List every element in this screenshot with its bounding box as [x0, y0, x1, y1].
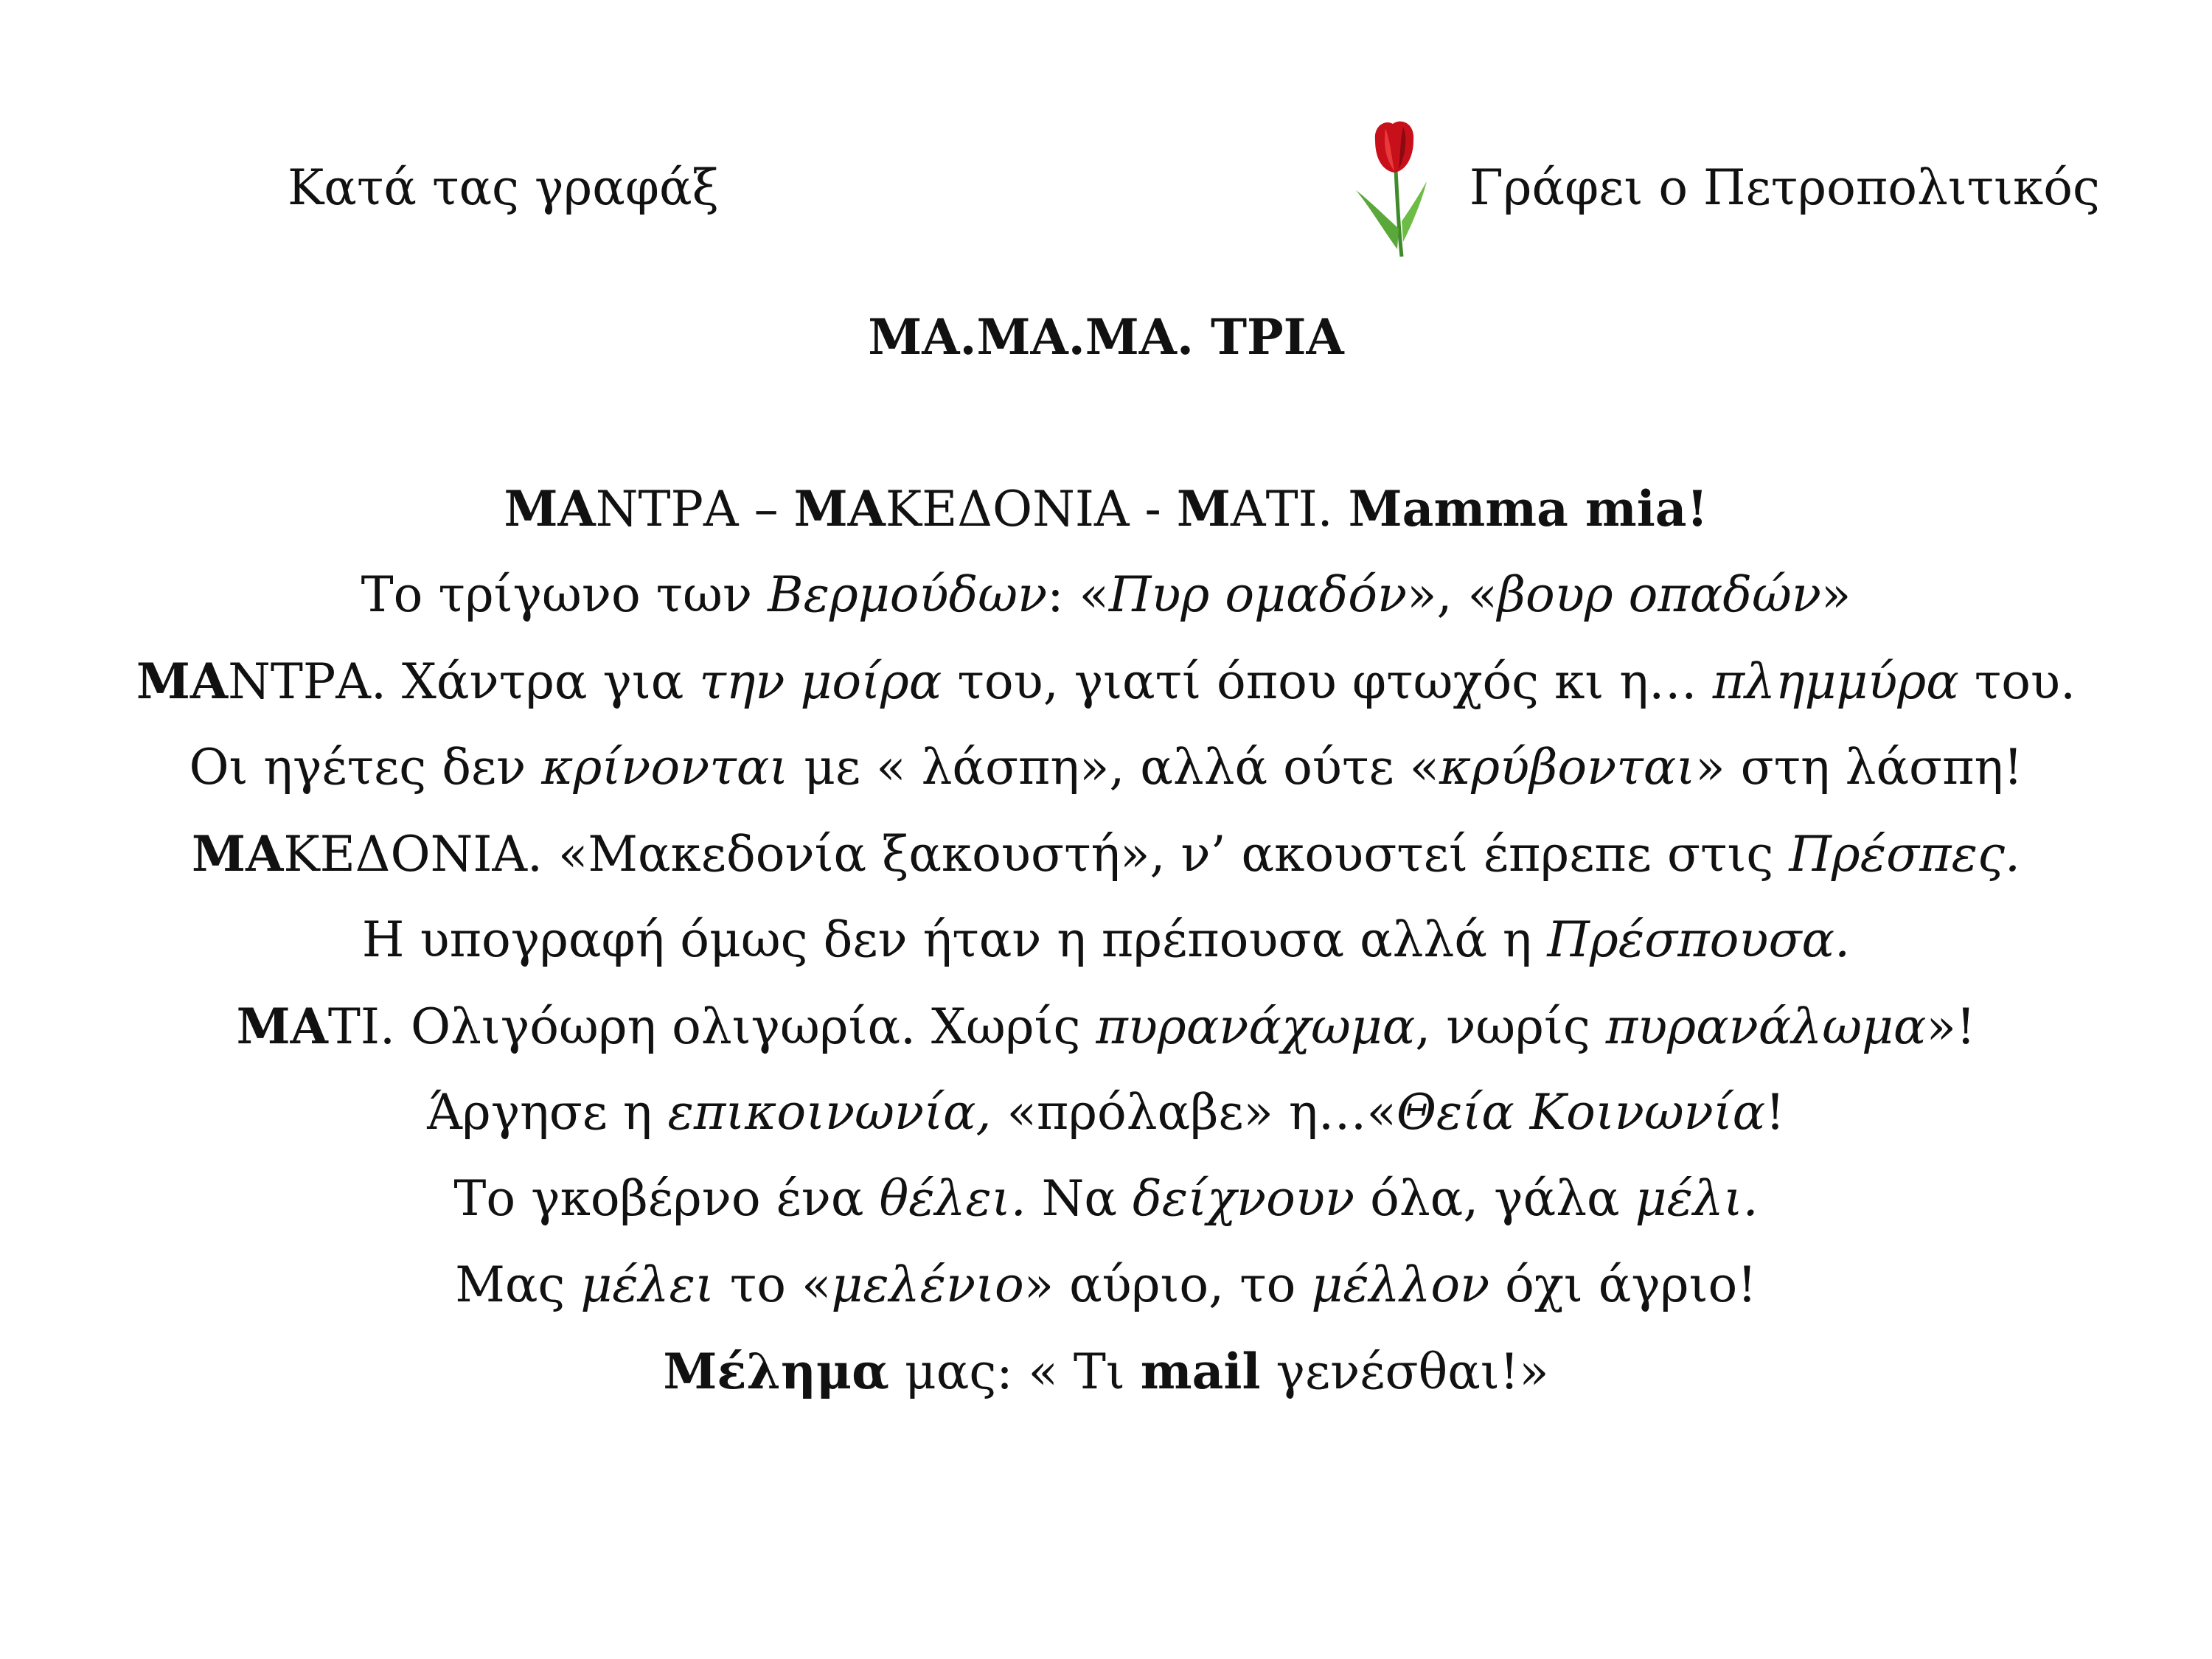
header-left-text: Κατά τας γραφάξ: [288, 159, 719, 216]
bold-text: ΜΑ: [236, 998, 328, 1055]
line-text: » αύριο, το: [1023, 1256, 1312, 1313]
line-text: » στη λάσπη!: [1695, 739, 2023, 796]
italic-text: κρίνονται: [541, 739, 789, 796]
italic-text: Θεία Κοινωνία: [1396, 1084, 1766, 1141]
italic-text: μέλει: [580, 1256, 714, 1313]
italic-text: πυρανάλωμα: [1605, 998, 1927, 1055]
line-text: ΚΕΔΟΝΙΑ -: [885, 481, 1177, 538]
poem-line: [0, 821, 2212, 907]
poem-line: [0, 1166, 2212, 1252]
line-text: γενέσθαι!»: [1260, 1343, 1549, 1400]
poem-line: [0, 1338, 2212, 1425]
poem-line: [0, 907, 2212, 993]
italic-text: κρύβονται: [1439, 739, 1696, 796]
italic-text: μέλι.: [1635, 1170, 1759, 1227]
italic-text: επικοινωνία,: [667, 1084, 992, 1141]
line-text: με « λάσπη», αλλά ούτε «: [788, 739, 1440, 796]
page-title: ΜΑ.ΜΑ.ΜΑ. ΤΡΙΑ: [868, 308, 1344, 366]
line-text: μας: « Τι: [888, 1343, 1141, 1400]
italic-text: πλημμύρα: [1712, 653, 1959, 710]
line-text: Οι ηγέτες δεν: [189, 739, 542, 796]
line-text: ΤΙ. Ολιγόωρη ολιγωρία. Χωρίς: [327, 998, 1096, 1055]
bold-text: ΜΑ: [504, 480, 596, 538]
line-text: όλα, γάλα: [1354, 1170, 1635, 1227]
header-right-text: Γράφει ο Πετροπολιτικός: [1469, 159, 2100, 216]
bold-text: Mamma mia!: [1348, 480, 1708, 538]
italic-text: μελένιο: [831, 1256, 1024, 1313]
line-text: », «: [1407, 566, 1498, 623]
italic-text: μέλλον: [1311, 1256, 1490, 1313]
poem-line: [0, 993, 2212, 1079]
poem-line: [0, 734, 2212, 821]
line-text: »: [1820, 566, 1851, 623]
line-text: όχι άγριο!: [1489, 1256, 1757, 1313]
italic-text: βουρ οπαδών: [1497, 566, 1821, 623]
line-text: »!: [1926, 998, 1976, 1055]
italic-text: την μοίρα: [699, 653, 942, 710]
poem-line: [0, 1079, 2212, 1166]
line-text: ΚΕΔΟΝΙΑ. «Μακεδονία ξακουστή», ν’ ακουστεί έπρεπε στις: [283, 826, 1790, 883]
poem-line: [0, 476, 2212, 562]
italic-text: πυρανάχωμα: [1096, 998, 1416, 1055]
poem-line: [0, 562, 2212, 648]
line-text: !: [1765, 1084, 1785, 1141]
italic-text: Πρέσπουσα.: [1547, 911, 1851, 968]
line-text: Μας: [455, 1256, 581, 1313]
italic-text: Πυρ ομαδόν: [1108, 566, 1408, 623]
bold-text: mail: [1140, 1343, 1261, 1400]
bold-text: Μ: [1176, 480, 1231, 538]
poem-line: [0, 648, 2212, 734]
italic-text: δείχνουν: [1132, 1170, 1355, 1227]
poem-body: [0, 476, 2212, 1425]
bold-text: ΜΑ: [793, 480, 886, 538]
bold-text: ΜΑ: [136, 653, 229, 710]
line-text: Άργησε η: [427, 1084, 668, 1141]
line-text: Το γκοβέρνο ένα: [453, 1170, 880, 1227]
line-text: Να: [1026, 1170, 1133, 1227]
line-text: «πρόλαβε» η…«: [991, 1084, 1397, 1141]
poem-line: [0, 1252, 2212, 1338]
bold-text: Μέλημα: [663, 1343, 889, 1400]
italic-text: θέλει.: [879, 1170, 1026, 1227]
line-text: του.: [1958, 653, 2076, 710]
line-text: ΝΤΡΑ. Χάντρα για: [228, 653, 700, 710]
line-text: το «: [714, 1256, 832, 1313]
italic-text: Πρέσπες.: [1789, 826, 2020, 883]
line-text: : «: [1047, 566, 1109, 623]
bold-text: ΜΑ: [192, 825, 284, 883]
italic-text: Βερμούδων: [768, 566, 1048, 623]
line-text: Η υπογραφή όμως δεν ήταν η πρέπουσα αλλά η: [361, 911, 1548, 968]
line-text: ΑΤΙ.: [1230, 481, 1349, 538]
line-text: , νωρίς: [1415, 998, 1606, 1055]
line-text: Το τρίγωνο των: [361, 566, 768, 623]
tulip-icon: [1353, 118, 1434, 258]
line-text: ΝΤΡΑ –: [595, 481, 794, 538]
line-text: του, γιατί όπου φτωχός κι η…: [942, 653, 1713, 710]
